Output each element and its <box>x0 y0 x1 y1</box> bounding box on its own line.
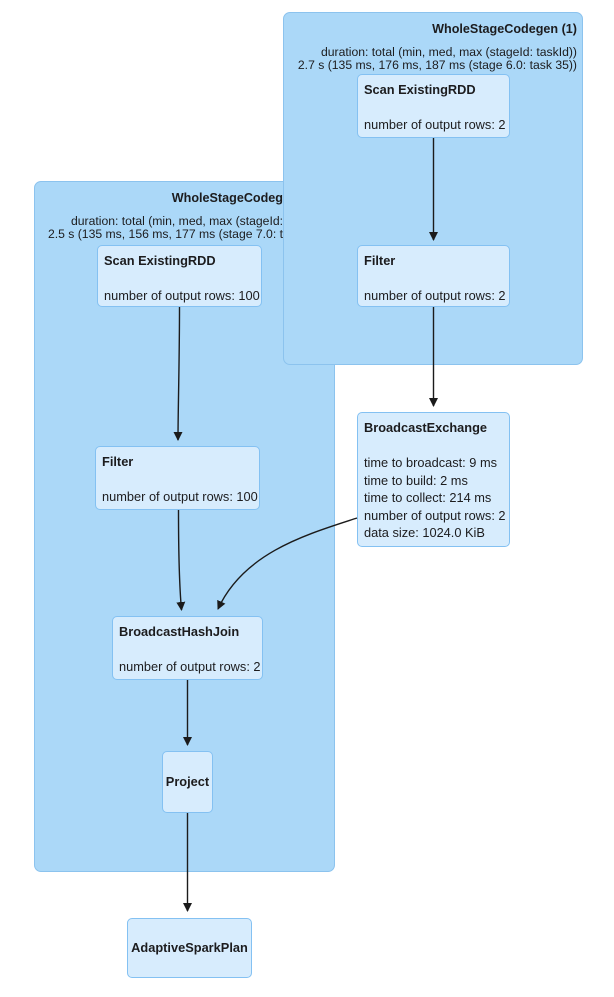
cluster-1-title: WholeStageCodegen (1) <box>432 22 577 36</box>
cluster-1-label <box>298 22 577 72</box>
node-title: BroadcastExchange <box>364 420 488 435</box>
node-metric: data size: 1024.0 KiB <box>364 525 485 540</box>
cluster-1-duration-value: 2.7 s (135 ms, 176 ms, 187 ms (stage 6.0: task 35)) <box>297 58 577 72</box>
cluster-2-label <box>48 191 283 241</box>
node-scan-existingrdd-2[interactable] <box>97 245 262 307</box>
node-title: Project <box>165 774 210 790</box>
node-title: BroadcastHashJoin <box>119 624 240 639</box>
node-metric: number of output rows: 100 <box>102 489 258 504</box>
node-metric: number of output rows: 2 <box>364 117 506 132</box>
node-title: Scan ExistingRDD <box>104 253 216 268</box>
node-filter-1[interactable] <box>357 245 510 307</box>
node-metric: time to collect: 214 ms <box>364 490 492 505</box>
cluster-2-title: WholeStageCodeg <box>171 191 283 205</box>
node-scan-existingrdd-1[interactable] <box>357 74 510 138</box>
node-metric: number of output rows: 2 <box>119 659 261 674</box>
cluster-2-duration-label: duration: total (min, med, max (stageId: <box>70 214 283 228</box>
node-title: Filter <box>102 454 134 469</box>
node-filter-2[interactable] <box>95 446 260 510</box>
cluster-2-duration-value: 2.5 s (135 ms, 156 ms, 177 ms (stage 7.0: t <box>47 227 283 241</box>
node-broadcast-hash-join[interactable] <box>112 616 263 680</box>
node-metric: time to build: 2 ms <box>364 472 468 488</box>
node-metric: number of output rows: 100 <box>104 288 260 303</box>
node-metric: number of output rows: 2 <box>364 507 506 523</box>
node-broadcast-exchange[interactable] <box>357 412 510 547</box>
node-title: AdaptiveSparkPlan <box>131 940 248 956</box>
node-metric: number of output rows: 2 <box>364 288 506 303</box>
node-project[interactable] <box>162 751 213 813</box>
cluster-1-duration-label: duration: total (min, med, max (stageId: taskId)) <box>320 45 577 59</box>
node-metric: time to broadcast: 9 ms <box>364 455 497 470</box>
node-adaptive-spark-plan[interactable] <box>127 918 252 978</box>
node-title: Filter <box>364 253 396 268</box>
node-title: Scan ExistingRDD <box>364 82 476 97</box>
cluster-wholestagecodegen-1 <box>283 12 583 365</box>
